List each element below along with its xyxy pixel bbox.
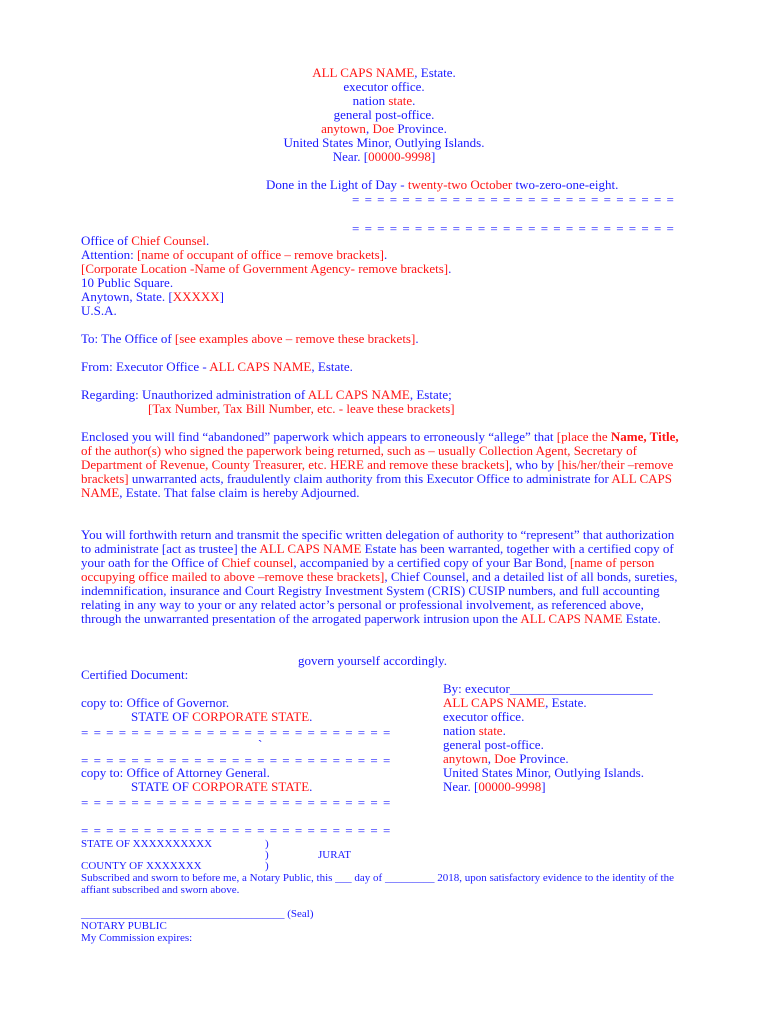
signature-by-line: By: executor______________________ xyxy=(443,681,653,696)
notary-paren: ) xyxy=(265,838,269,850)
to-line: To: The Office of [see examples above – remove these brackets]. xyxy=(81,331,419,346)
executor-office-line: executor office. xyxy=(343,79,425,94)
estate-name-line: ALL CAPS NAME, Estate. xyxy=(312,65,456,80)
notary-state: STATE OF XXXXXXXXXX xyxy=(81,838,213,850)
notary-signature-line: _____________________________________ (Seal) xyxy=(81,908,314,920)
signature-office: executor office. xyxy=(443,709,525,724)
postal-code-line: Near. [00000-9998] xyxy=(332,149,436,164)
signature-country: United States Minor, Outlying Islands. xyxy=(443,765,644,780)
notary-paren: ) xyxy=(265,849,269,861)
signature-postal: Near. [00000-9998] xyxy=(443,779,546,794)
post-office-line: general post-office. xyxy=(333,107,435,122)
regarding-tax-line: [Tax Number, Tax Bill Number, etc. - leave these brackets] xyxy=(148,401,455,416)
address-office: Office of Chief Counsel. xyxy=(81,233,210,248)
date-line: Done in the Light of Day - twenty-two October two-zero-one-eight. xyxy=(266,177,619,192)
address-street: 10 Public Square. xyxy=(81,275,174,290)
nation-state-line: nation state. xyxy=(352,93,416,108)
address-location: [Corporate Location -Name of Government Agency- remove brackets]. xyxy=(81,261,452,276)
copy-attorney-general-state: STATE OF CORPORATE STATE. xyxy=(131,779,313,794)
notary-public-title: NOTARY PUBLIC xyxy=(81,920,167,932)
separator-line: = = = = = = = = = = = = = = = = = = = = = = = = = = xyxy=(352,192,675,207)
notary-paren: ) xyxy=(265,860,269,872)
jurat-label: JURAT xyxy=(318,849,352,861)
commission-expires: My Commission expires: xyxy=(81,932,193,944)
address-city: Anytown, State. [XXXXX] xyxy=(81,289,225,304)
copy-governor: copy to: Office of Governor. xyxy=(81,695,230,710)
separator-line: = = = = = = = = = = = = = = = = = = = = = = = = = xyxy=(81,795,392,810)
separator-line: = = = = = = = = = = = = = = = = = = = = = = = = = xyxy=(81,753,392,768)
from-line: From: Executor Office - ALL CAPS NAME, Estate. xyxy=(81,359,353,374)
paragraph-enclosed: Enclosed you will find “abandoned” paperwork which appears to erroneously “allege” that [place the Name, Title, of the author(s) who signed the paperwork being returned, such as – usually Collection Agent, Secretary of Department of Revenue, County Treasurer, etc. HERE and remove these brackets], who by [his/her/their –remove brackets] unwarranted acts, fraudulently claim authority from this Executor Office to administrate for ALL CAPS NAME, Estate. That false claim is hereby Adjourned. xyxy=(81,429,679,500)
notary-county: COUNTY OF XXXXXXX xyxy=(81,860,202,872)
signature-estate-name: ALL CAPS NAME, Estate. xyxy=(443,695,587,710)
separator-line: = = = = = = = = = = = = = = = = = = = = = = = = = = xyxy=(352,221,675,236)
paragraph-return: You will forthwith return and transmit the specific written delegation of authority to “represent” that authorization to administrate [act as trustee] the ALL CAPS NAME Estate has been warranted, together with a certified copy of your oath for the Office of Chief counsel, accompanied by a certified copy of your Bar Bond, [name of person occupying office mailed to above –remove these brackets], Chief Counsel, and a detailed list of all bonds, sureties, indemnification, insurance and Court Registry Investment System (CRIS) CUSIP numbers, and full accounting relating in any way to your or any related actor’s personal or professional involvement, as referenced above, through the unwarranted presentation of the arrogated paperwork intrusion upon the ALL CAPS NAME Estate. xyxy=(81,527,678,626)
copy-attorney-general: copy to: Office of Attorney General. xyxy=(81,765,270,780)
notary-sworn-statement: Subscribed and sworn to before me, a Notary Public, this ___ day of _________ 2018, upon satisfactory evidence to the identity of the affiant subscribed and sworn above. xyxy=(81,872,674,896)
separator-line: = = = = = = = = = = = = = = = = = = = = = = = = = xyxy=(81,725,392,740)
signature-nation-state: nation state. xyxy=(443,723,506,738)
certified-document-label: Certified Document: xyxy=(81,667,189,682)
backtick-mark: ` xyxy=(258,737,263,752)
separator-line: = = = = = = = = = = = = = = = = = = = = = = = = = xyxy=(81,823,392,838)
address-attention: Attention: [name of occupant of office – remove brackets]. xyxy=(81,247,388,262)
town-province-line: anytown, Doe Province. xyxy=(321,121,447,136)
signature-post-office: general post-office. xyxy=(443,737,544,752)
signature-town: anytown, Doe Province. xyxy=(443,751,569,766)
address-country: U.S.A. xyxy=(81,303,117,318)
country-line: United States Minor, Outlying Islands. xyxy=(283,135,485,150)
estate-name: ALL CAPS NAME xyxy=(312,65,415,80)
govern-line: govern yourself accordingly. xyxy=(298,653,447,668)
regarding-line: Regarding: Unauthorized administration of ALL CAPS NAME, Estate; xyxy=(81,387,452,402)
copy-governor-state: STATE OF CORPORATE STATE. xyxy=(131,709,313,724)
